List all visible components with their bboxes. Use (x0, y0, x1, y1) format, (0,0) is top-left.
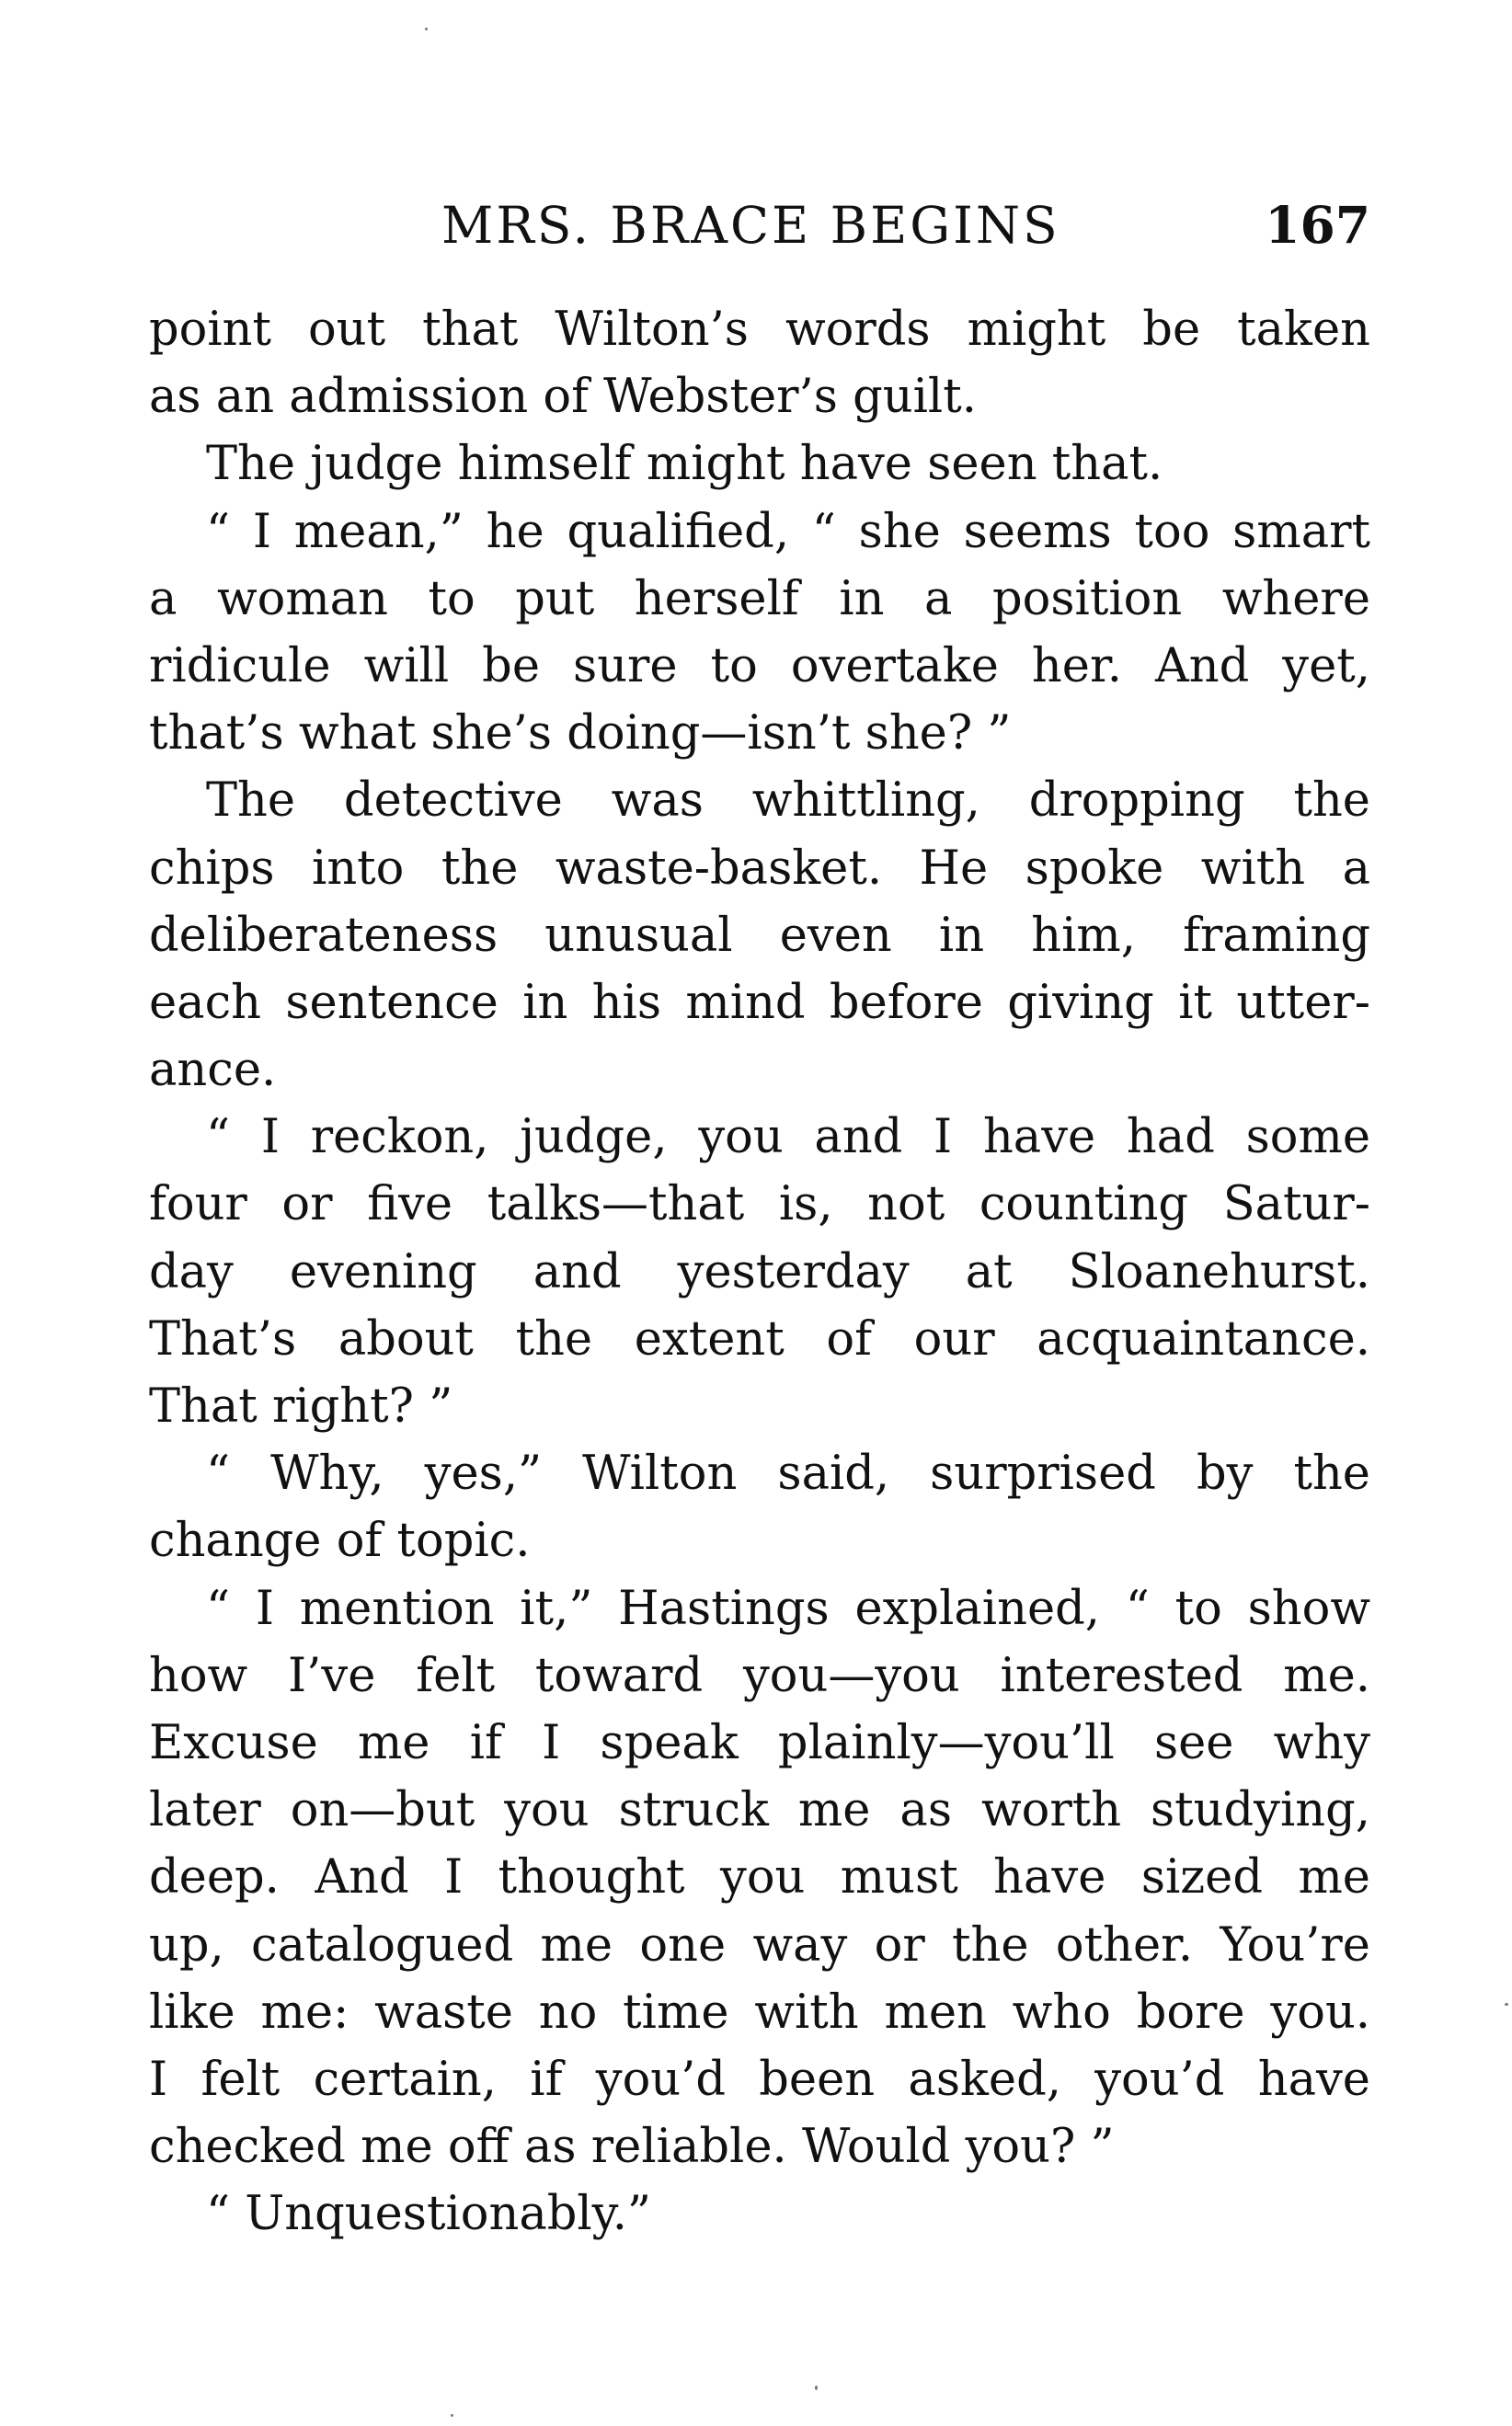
text-line: I felt certain, if you’d been asked, you’d have (149, 2052, 1370, 2107)
text-line: chips into the waste-basket. He spoke with a (149, 841, 1370, 896)
paper-speck (815, 2386, 818, 2390)
text-line: ance. (149, 1043, 277, 1098)
text-line: The detective was whittling, dropping the (206, 773, 1370, 829)
running-title: MRS. BRACE BEGINS (441, 196, 1060, 255)
text-line: four or five talks—that is, not counting Satur- (149, 1177, 1370, 1232)
text-line: day evening and yesterday at Sloanehurst. (149, 1244, 1370, 1299)
running-head (149, 193, 1370, 257)
text-line: point out that Wilton’s words might be taken (149, 303, 1370, 357)
text-line: Excuse me if I speak plainly—you’ll see why (149, 1715, 1370, 1770)
text-line: The judge himself might have seen that. (206, 437, 1163, 492)
text-line: that’s what she’s doing—isn’t she? ” (149, 706, 1012, 761)
text-line: like me: waste no time with men who bore you. (149, 1985, 1370, 2040)
page-number: 167 (1265, 195, 1370, 255)
text-line: “ I mention it,” Hastings explained, “ to show (206, 1581, 1370, 1636)
body-text (149, 296, 1370, 2248)
text-line: That right? ” (149, 1379, 453, 1434)
text-line: deep. And I thought you must have sized me (149, 1850, 1370, 1905)
text-line: That’s about the extent of our acquaintance. (149, 1311, 1370, 1367)
paper-speck (1505, 2003, 1508, 2006)
text-line: “ Unquestionably.” (206, 2187, 652, 2242)
text-line: up, catalogued me one way or the other. You’re (149, 1917, 1370, 1973)
text-line: “ I reckon, judge, you and I have had some (206, 1110, 1370, 1165)
text-line: as an admission of Webster’s guilt. (149, 370, 977, 425)
text-line: “ I mean,” he qualified, “ she seems too smart (206, 504, 1370, 559)
text-line: ridicule will be sure to overtake her. And yet, (149, 638, 1370, 693)
text-line: “ Why, yes,” Wilton said, surprised by the (206, 1447, 1370, 1502)
text-line: change of topic. (149, 1514, 531, 1569)
text-line: deliberateness unusual even in him, framing (149, 908, 1370, 963)
paper-speck (425, 28, 428, 30)
text-line: how I’ve felt toward you—you interested me. (149, 1648, 1370, 1703)
text-line: a woman to put herself in a position where (149, 571, 1370, 626)
text-line: each sentence in his mind before giving it utter- (149, 975, 1370, 1030)
text-line: later on—but you struck me as worth studying, (149, 1783, 1370, 1838)
text-line: checked me off as reliable. Would you? ” (149, 2120, 1115, 2175)
paper-speck (451, 2414, 453, 2417)
